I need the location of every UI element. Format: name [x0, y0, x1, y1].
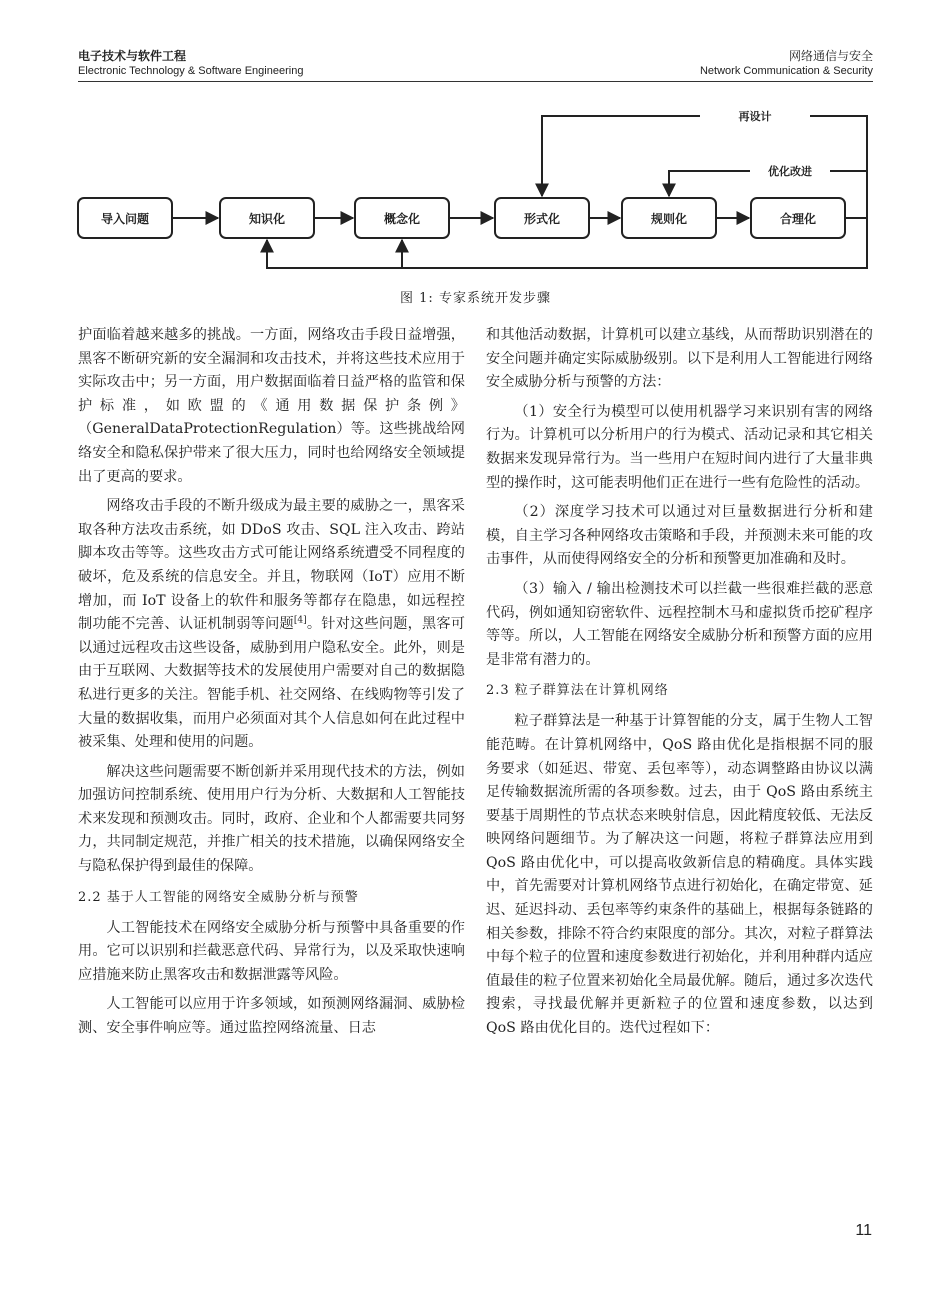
- bottom-feedback-line: [267, 218, 867, 268]
- journal-title-cn: 电子技术与软件工程: [78, 49, 187, 63]
- text-span: 网络攻击手段的不断升级成为最主要的威胁之一，黑客采取各种方法攻击系统，如 DDoS 攻击、SQL 注入攻击、跨站脚本攻击等等。这些攻击方式可能让网络系统遭受不同程度的破坏，危及系统的信息安全。并且，物联网（IoT）应用不断增加，而 IoT 设备上的软件和服务等都存在隐患，如远程控制功能不完善、认证机制弱等问题: [78, 498, 465, 633]
- box-label-knowledge: 知识化: [248, 212, 286, 226]
- section-title-en: Network Communication & Security: [699, 65, 873, 77]
- box-label-formalize: 形式化: [523, 212, 561, 226]
- right-column: [486, 324, 873, 1047]
- section-heading: 2.2 基于人工智能的网络安全威胁分析与预警: [78, 889, 359, 905]
- redesign-label: 再设计: [738, 110, 772, 123]
- paragraph: 护面临着越来越多的挑战。一方面，网络攻击手段日益增强，黑客不断研究新的安全漏洞和攻击技术，并将这些技术应用于实际攻击中；另一方面，用户数据面临着日益严格的监管和保护标准，如欧盟的《通用数据保护条例》（GeneralDataProtectionRegulation）等。这些挑战给网络安全和隐私保护带来了很大压力，同时也给网络安全领域提出了更高的要求。: [78, 327, 465, 485]
- left-column: [78, 324, 465, 1047]
- box-label-import: 导入问题: [100, 212, 150, 226]
- box-label-concept: 概念化: [383, 212, 421, 226]
- header-divider: [78, 81, 873, 82]
- section-title-cn: 网络通信与安全: [788, 49, 873, 63]
- list-item: （2）深度学习技术可以通过对巨量数据进行分析和建模，自主学习各种网络攻击策略和手段，并预测未来可能的攻击事件，从而使得网络安全的分析和预警更加准确和及时。: [486, 504, 873, 568]
- paragraph: 人工智能可以应用于许多领域，如预测网络漏洞、威胁检测、安全事件响应等。通过监控网络流量、日志: [78, 996, 465, 1037]
- journal-title: [78, 48, 303, 78]
- list-item: （1）安全行为模型可以使用机器学习来识别有害的网络行为。计算机可以分析用户的行为模式、活动记录和其它相关数据来发现异常行为。当一些用户在短时间内进行了大量非典型的操作时，这可能表明他们正在进行一些有危险性的活动。: [486, 403, 873, 491]
- text-span: 。针对这些问题，黑客可以通过远程攻击这些设备，威胁到用户隐私安全。此外，则是由于互联网、大数据等技术的发展使用户需要对自己的数据隐私进行更多的关注。智能手机、社交网络、在线购物等引发了大量的数据收集，而用户必须面对其个人信息如何在此过程中被采集、处理和使用的问题。: [78, 616, 465, 751]
- paragraph: 粒子群算法是一种基于计算智能的分支，属于生物人工智能范畴。在计算机网络中，QoS 路由优化是指根据不同的服务要求（如延迟、带宽、丢包率等），动态调整路由协议以满足传输数据流所需的各项参数。过去，由于 QoS 路由系统主要基于周期性的节点状态来映射信息，因此精度较低、无法反映网络问题细节。为了解决这一问题，将粒子群算法应用到 QoS 路由优化中，可以提高收敛新信息的精确度。具体实践中，首先需要对计算机网络节点进行初始化，在确定带宽、延迟、延迟抖动、丢包率等约束条件的基础上，根据每条链路的相关参数，排除不符合约束限度的部分。其次，对粒子群算法中每个粒子的位置和速度参数进行初始化，并利用种群内适应值最佳的粒子位置来初始化全局最优解。随后，通过多次迭代搜索，寻找最优解并更新粒子的位置和速度参数，以达到 QoS 路由优化目的。迭代过程如下：: [486, 713, 873, 1037]
- redesign-loop: [542, 116, 867, 218]
- paragraph: 人工智能技术在网络安全威胁分析与预警中具备重要的作用。它可以识别和拦截恶意代码、异常行为，以及采取快速响应措施来防止黑客攻击和数据泄露等风险。: [78, 919, 465, 983]
- citation-ref: [4]: [293, 615, 307, 626]
- section-heading: 2.3 粒子群算法在计算机网络: [486, 683, 669, 699]
- box-label-rational: 合理化: [779, 212, 817, 226]
- section-title: [700, 48, 873, 78]
- page-header: [78, 44, 873, 84]
- paragraph: [78, 495, 465, 755]
- list-item: （3）输入 / 输出检测技术可以拦截一些很难拦截的恶意代码，例如通知窃密软件、远程控制木马和虚拟货币挖矿程序等等。所以，人工智能在网络安全威胁分析和预警方面的应用是非常有潜力的。: [486, 580, 873, 668]
- paragraph: 解决这些问题需要不断创新并采用现代技术的方法，例如加强访问控制系统、使用用户行为分析、大数据和人工智能技术来发现和预测攻击。同时，政府、企业和个人都需要共同努力，共同制定规范，并推广相关的技术措施，以确保网络安全与隐私保护得到最佳的保障。: [78, 763, 465, 875]
- optimize-label: 优化改进: [768, 165, 812, 178]
- box-label-rule: 规则化: [650, 212, 688, 226]
- page-number: 11: [855, 1222, 872, 1239]
- journal-title-en: Electronic Technology & Software Engineering: [78, 65, 304, 77]
- flowchart-figure: [70, 92, 880, 282]
- figure-caption: 图 1: 专家系统开发步骤: [400, 291, 551, 306]
- paragraph: 和其他活动数据，计算机可以建立基线，从而帮助识别潜在的安全问题并确定实际威胁级别。以下是利用人工智能进行网络安全威胁分析与预警的方法：: [486, 327, 873, 391]
